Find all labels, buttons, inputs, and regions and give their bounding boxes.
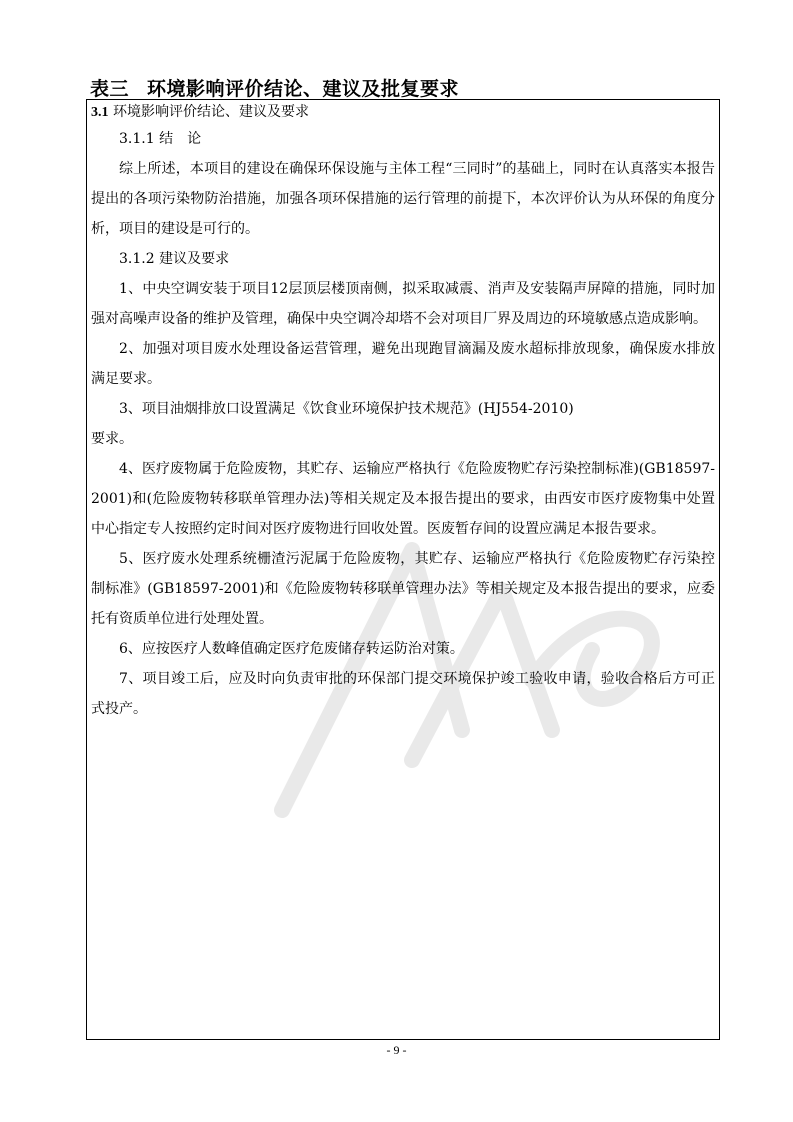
content-frame xyxy=(86,99,720,1040)
suggestion-item: 7、项目竣工后，应及时向负责审批的环保部门提交环境保护竣工验收申请，验收合格后方可正式投产。 xyxy=(91,671,715,717)
page-heading xyxy=(90,74,459,101)
conclusion-paragraph: 综上所述，本项目的建设在确保环保设施与主体工程“三同时”的基础上，同时在认真落实本报告提出的各项污染物防治措施，加强各项环保措施的运行管理的前提下，本次评价认为从环保的角度分析，项目的建设是可行的。 xyxy=(91,161,715,237)
suggestions-heading: 3.1.2 建议及要求 xyxy=(119,251,230,267)
conclusion-heading: 3.1.1 结 论 xyxy=(119,131,202,147)
suggestion-item: 3、项目油烟排放口设置满足《饮食业环境保护技术规范》(HJ554-2010) xyxy=(119,401,574,417)
suggestion-item: 6、应按医疗人数峰值确定医疗危废储存转运防治对策。 xyxy=(119,641,464,657)
section-title xyxy=(91,101,715,124)
section-number: 3.1 xyxy=(91,105,109,120)
suggestion-item: 5、医疗废水处理系统栅渣污泥属于危险废物，其贮存、运输应严格执行《危险废物贮存污染控制标准》(GB18597-2001)和《危险废物转移联单管理办法》等相关规定及本报告提出的要求，应委托有资质单位进行处理处置。 xyxy=(91,551,715,627)
suggestion-item-continuation: 要求。 xyxy=(91,431,133,447)
suggestion-item: 2、加强对项目废水处理设备运营管理，避免出现跑冒滴漏及废水超标排放现象，确保废水排放满足要求。 xyxy=(91,341,715,387)
heading-title: 环境影响评价结论、建议及批复要求 xyxy=(147,78,460,100)
heading-label: 表三 xyxy=(90,78,130,100)
report-body xyxy=(87,100,719,724)
page-number: - 9 - xyxy=(386,1043,407,1057)
suggestion-item: 4、医疗废物属于危险废物，其贮存、运输应严格执行《危险废物贮存污染控制标准)(GB18597-2001)和(危险废物转移联单管理办法)等相关规定及本报告提出的要求，由西安市医疗废物集中处置中心指定专人按照约定时间对医疗废物进行回收处置。医废暂存间的设置应满足本报告要求。 xyxy=(91,461,715,537)
suggestion-item: 1、中央空调安装于项目12层顶层楼顶南侧，拟采取减震、消声及安装隔声屏障的措施，同时加强对高噪声设备的维护及管理，确保中央空调冷却塔不会对项目厂界及周边的环境敏感点造成影响。 xyxy=(91,281,715,327)
section-title-text: 环境影响评价结论、建议及要求 xyxy=(112,104,309,120)
